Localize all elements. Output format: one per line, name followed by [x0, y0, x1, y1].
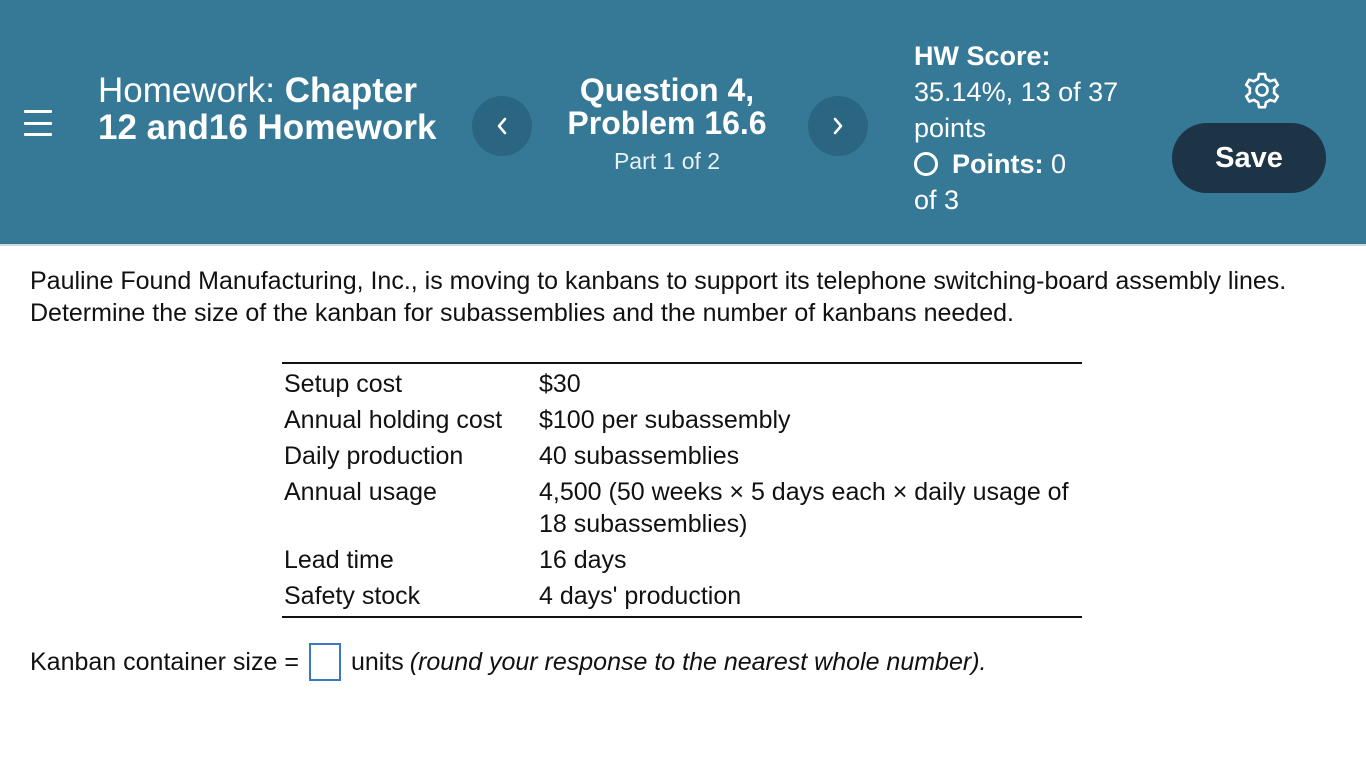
table-row-label: Lead time [284, 546, 394, 574]
table-row-value: $100 per subassembly [539, 406, 791, 434]
points-value: of 3 [914, 185, 960, 215]
table-row [282, 440, 1082, 472]
question-title: Question 4, Problem 16.6 [567, 72, 767, 141]
table-row-label: Daily production [284, 442, 464, 470]
table-row-value: $30 [539, 370, 581, 398]
previous-question-button[interactable] [472, 96, 532, 156]
points-line [914, 146, 1124, 182]
menu-icon[interactable] [24, 110, 52, 136]
score-info [914, 38, 1124, 218]
table-row-label: Setup cost [284, 370, 403, 398]
question-part: Part 1 of 2 [613, 148, 721, 174]
homework-title-name: Chapter 12 and16 Homework [98, 71, 437, 147]
points-label: Points: [952, 149, 1044, 179]
answer-prefix: Kanban container size = [30, 648, 299, 676]
question-info [545, 74, 789, 175]
homework-title [98, 72, 458, 146]
homework-title-prefix: Homework: [98, 71, 285, 110]
problem-data-table [282, 362, 1082, 618]
answer-line [30, 640, 1330, 684]
table-row-label: Annual holding cost [284, 406, 503, 434]
table-row-label: Annual usage [284, 478, 437, 506]
table-row-value: 16 days [539, 546, 627, 574]
table-row-value: 4 days' production [539, 582, 742, 610]
chevron-left-icon [495, 116, 509, 136]
header-divider [0, 244, 1366, 246]
answer-units: units [350, 648, 404, 676]
answer-hint: (round your response to the nearest whole number). [409, 648, 987, 676]
table-row-value: 4,500 (50 weeks × 5 days each × daily usage of 18 subassemblies) [539, 478, 1069, 538]
kanban-size-input[interactable] [309, 643, 341, 681]
table-row [282, 368, 1082, 400]
table-row [282, 476, 1082, 540]
table-row-value: 40 subassemblies [539, 442, 740, 470]
table-row [282, 544, 1082, 576]
next-question-button[interactable] [808, 96, 868, 156]
status-circle-icon [914, 152, 938, 176]
hw-score-label: HW Score: [914, 41, 1051, 71]
save-button[interactable]: Save [1172, 123, 1326, 193]
gear-icon[interactable] [1242, 70, 1282, 110]
table-row-label: Safety stock [284, 582, 421, 610]
chevron-right-icon [831, 116, 845, 136]
top-header-bar [0, 0, 1366, 244]
table-row [282, 580, 1082, 612]
table-row [282, 404, 1082, 436]
hw-score-value: 35.14%, 13 of 37 points [914, 77, 1119, 143]
points-value-number: 0 [1043, 149, 1067, 179]
problem-statement: Pauline Found Manufacturing, Inc., is moving to kanbans to support its telephone switching-board assembly lines. Determine the size of the kanban for subassemblies and the number of kanbans needed. [30, 267, 1287, 327]
